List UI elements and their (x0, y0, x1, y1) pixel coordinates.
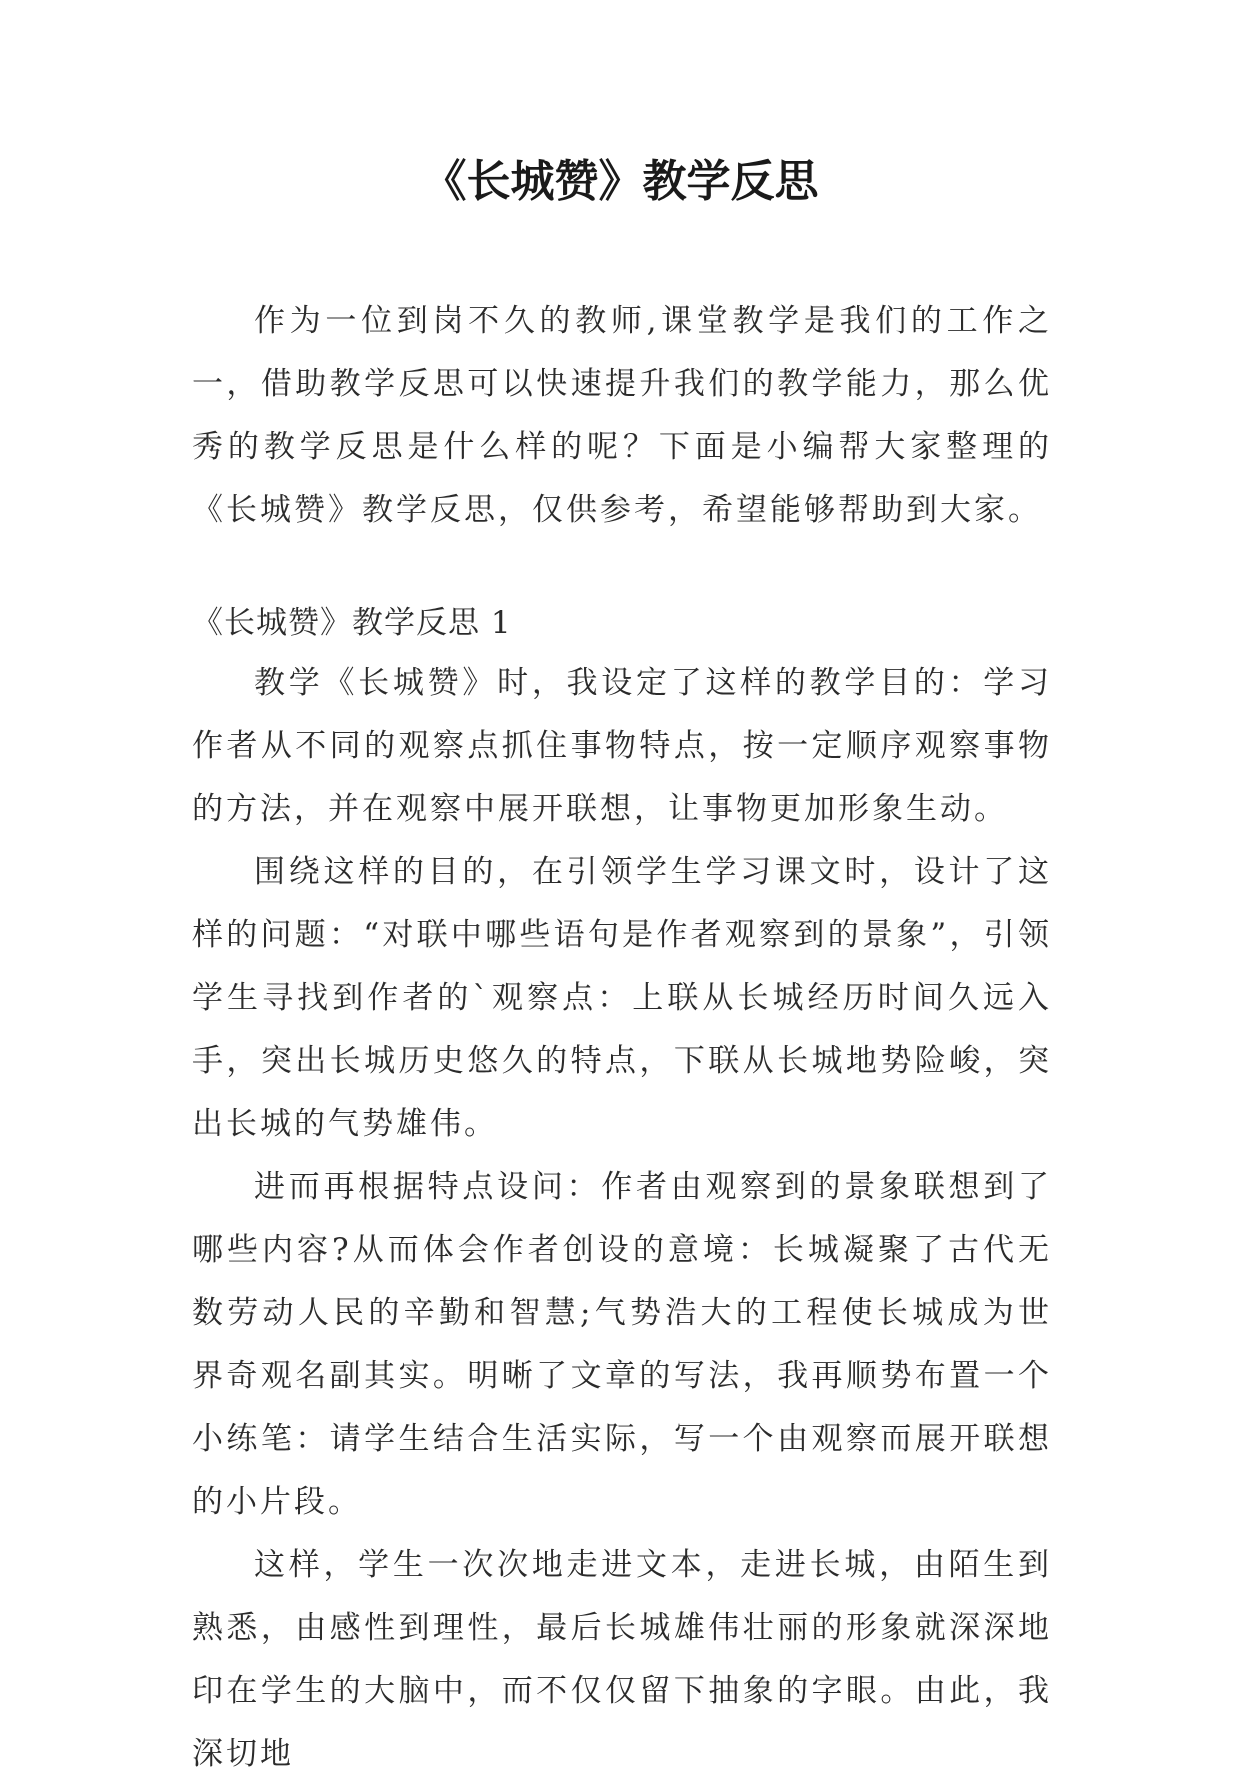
document-body (192, 290, 1052, 1786)
body-paragraph: 教学《长城赞》时，我设定了这样的教学目的：学习作者从不同的观察点抓住事物特点，按一定顺序观察事物的方法，并在观察中展开联想，让事物更加形象生动。 (192, 665, 1052, 827)
intro-paragraph: 作为一位到岗不久的教师,课堂教学是我们的工作之一，借助教学反思可以快速提升我们的教学能力，那么优秀的教学反思是什么样的呢？下面是小编帮大家整理的《长城赞》教学反思，仅供参考，希望能够帮助到大家。 (192, 303, 1052, 528)
section-heading: 《长城赞》教学反思 1 (192, 605, 512, 641)
body-paragraph: 这样，学生一次次地走进文本，走进长城，由陌生到熟悉，由感性到理性，最后长城雄伟壮丽的形象就深深地印在学生的大脑中，而不仅仅留下抽象的字眼。由此，我深切地 (192, 1547, 1052, 1772)
document-title: 《长城赞》教学反思 (422, 156, 819, 207)
body-paragraph: 围绕这样的目的，在引领学生学习课文时，设计了这样的问题：“对联中哪些语句是作者观察到的景象”，引领学生寻找到作者的`观察点：上联从长城经历时间久远入手，突出长城历史悠久的特点，下联从长城地势险峻，突出长城的气势雄伟。 (192, 854, 1052, 1142)
body-paragraph: 进而再根据特点设问：作者由观察到的景象联想到了哪些内容?从而体会作者创设的意境：长城凝聚了古代无数劳动人民的辛勤和智慧;气势浩大的工程使长城成为世界奇观名副其实。明晰了文章的写法，我再顺势布置一个小练笔：请学生结合生活实际，写一个由观察而展开联想的小片段。 (192, 1169, 1052, 1520)
